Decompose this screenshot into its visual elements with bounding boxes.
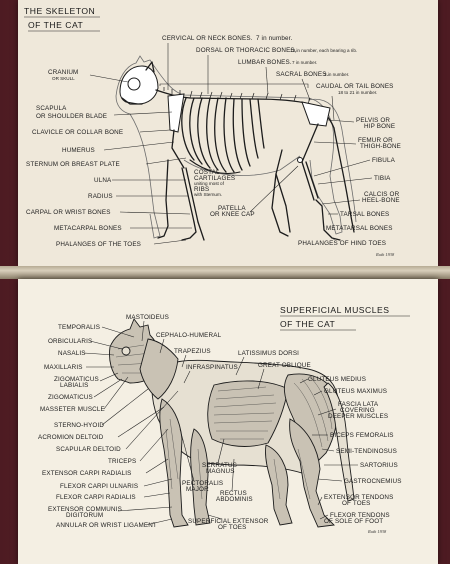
patella1-label: PATELLA: [218, 205, 246, 212]
skeleton-labels: [26, 35, 401, 248]
ulna-label: ULNA: [94, 177, 112, 184]
ext-carpi-label: EXTENSOR CARPI RADIALIS: [42, 470, 132, 477]
tarsal-label: TARSAL BONES: [340, 211, 390, 218]
costal5-label: with Sternum.: [194, 192, 223, 197]
femur2-label: THIGH-BONE: [360, 143, 402, 150]
masseter-label: MASSETER MUSCLE: [40, 406, 105, 413]
sup-ext2-label: OF TOES: [218, 524, 247, 531]
skeleton-figure: [18, 0, 438, 266]
phalanges-hind-label: PHALANGES OF HIND TOES: [298, 240, 387, 247]
sartorius-label: SARTORIUS: [360, 462, 398, 469]
fibula-label: FIBULA: [372, 157, 395, 164]
page-fold: [0, 266, 450, 279]
muscles-title-line1: SUPERFICIAL MUSCLES: [280, 305, 390, 315]
flex-tendons1-label: FLEXOR TENDONS: [330, 512, 390, 519]
flexor-radialis-label: FLEXOR CARPI RADIALIS: [56, 494, 136, 501]
caudal-count-label: 18 to 21 in number.: [338, 90, 378, 95]
triceps-label: TRICEPS: [108, 458, 137, 465]
caudal-label: CAUDAL OR TAIL BONES: [316, 83, 394, 90]
orbicularis-label: ORBICULARIS: [48, 338, 93, 345]
temporalis-label: TEMPORALIS: [58, 324, 101, 331]
lumbar-label: LUMBAR BONES.: [238, 59, 292, 66]
clavicle-label: CLAVICLE OR COLLAR BONE: [32, 129, 124, 136]
zygo-labialis2-label: LABIALIS: [60, 382, 89, 389]
cranium2-label: OR SKULL: [52, 76, 75, 81]
sterno-label: STERNO-HYOID: [54, 422, 105, 429]
annular-label: ANNULAR OR WRIST LIGAMENT: [56, 522, 157, 529]
radius-label: RADIUS: [88, 193, 113, 200]
latissimus-label: LATISSIMUS DORSI: [238, 350, 300, 357]
ext-communis2-label: DIGITORUM: [66, 512, 104, 519]
semitendinosus-label: SEMI-TENDINOSUS: [336, 448, 398, 455]
humerus-label: HUMERUS: [62, 147, 95, 154]
ext-communis1-label: EXTENSOR COMMUNIS: [48, 506, 122, 513]
nasalis-label: NASALIS: [58, 350, 86, 357]
costal3-label: uniting most of: [194, 181, 224, 186]
flex-tendons2-label: OF SOLE OF FOOT: [324, 518, 384, 525]
muscles-title-line2: OF THE CAT: [280, 319, 336, 329]
fascia1-label: FASCIA LATA: [338, 401, 379, 408]
mastoideus-label: MASTOIDEUS: [126, 314, 170, 321]
cervical-label: CERVICAL OR NECK BONES.: [162, 35, 253, 42]
skeleton-signature: Ruth 1938: [376, 252, 395, 257]
pelvis1-label: PELVIS OR: [356, 117, 391, 124]
scapula-label: SCAPULA: [36, 105, 67, 112]
cervical-count-label: 7 in number.: [256, 35, 293, 42]
maxillaris-label: MAXILLARIS: [44, 364, 83, 371]
cranium-label: CRANIUM: [48, 69, 79, 76]
calcis1-label: CALCIS OR: [364, 191, 400, 198]
skeleton-page: [18, 0, 438, 266]
tibia-label: TIBIA: [374, 175, 391, 182]
metacarpal-label: METACARPAL BONES: [54, 225, 122, 232]
pectoralis1-label: PECTORALIS: [182, 480, 224, 487]
ext-tendons1-label: EXTENSOR TENDONS: [324, 494, 394, 501]
costal2-label: CARTILAGES: [194, 175, 236, 182]
serratus2-label: MAGNUS: [206, 468, 235, 475]
sacral-label: SACRAL BONES.: [276, 71, 329, 78]
serratus1-label: SERRATUS: [202, 462, 238, 469]
lumbar-count-label: 7 in number.: [292, 60, 318, 65]
skull: [120, 62, 158, 104]
pectoralis2-label: MAJOR: [186, 486, 209, 493]
zygomaticus-label: ZIGOMATICUS: [48, 394, 93, 401]
calcis2-label: HEEL-BONE: [362, 197, 400, 204]
fascia2-label: COVERING: [340, 407, 375, 414]
rectus1-label: RECTUS: [220, 490, 247, 497]
acromion-label: ACROMION DELTOID: [38, 434, 104, 441]
muscles-page: [18, 279, 438, 564]
metatarsal-label: METATARSAL BONES: [326, 225, 393, 232]
sacral-count-label: 3 in number.: [324, 72, 350, 77]
skeleton-title-line1: THE SKELETON: [24, 6, 96, 16]
cephalo-label: CEPHALO-HUMERAL: [156, 332, 222, 339]
hind-leg-bones: [272, 102, 340, 240]
rib-cage: [182, 98, 264, 174]
gastrocnemius-label: GASTROCNEMIUS: [344, 478, 402, 485]
patella2-label: OR KNEE CAP: [210, 211, 255, 218]
scapula2-label: OR SHOULDER BLADE: [36, 113, 108, 120]
biceps-label: BICEPS FEMORALIS: [330, 432, 394, 439]
femur1-label: FEMUR OR: [358, 137, 393, 144]
costal1-label: COSTAL: [194, 169, 220, 176]
pelvis2-label: HIP BONE: [364, 123, 396, 130]
trapezius-label: TRAPEZIUS: [174, 348, 211, 355]
ext-tendons2-label: OF TOES: [342, 500, 371, 507]
costal4-label: RIBS: [194, 186, 210, 193]
gluteus-medius-label: GLUTEUS MEDIUS: [308, 376, 367, 383]
gluteus-maximus-label: GLUTEUS MAXIMUS: [324, 388, 388, 395]
flexor-ulnaris-label: FLEXOR CARPI ULNARIS: [60, 483, 139, 490]
phalanges-toes-label: PHALANGES OF THE TOES: [56, 241, 142, 248]
dorsal-label: DORSAL OR THORACIC BONES,: [196, 47, 297, 54]
zygo-labialis1-label: ZIGOMATICUS: [54, 376, 99, 383]
scapular-label: SCAPULAR DELTOID: [56, 446, 121, 453]
carpal-label: CARPAL OR WRIST BONES: [26, 209, 111, 216]
skeleton-title-line2: OF THE CAT: [28, 20, 84, 30]
dorsal-note-label: 13 in number, each bearing a rib.: [290, 48, 358, 53]
infraspinatus-label: INFRASPINATUS: [186, 364, 238, 371]
rectus2-label: ABDOMINIS: [216, 496, 253, 503]
fascia3-label: DEEPER MUSCLES: [328, 413, 389, 420]
sup-ext1-label: SUPERFICIAL EXTENSOR: [188, 518, 269, 525]
muscle-figure: [18, 279, 438, 564]
great-oblique-label: GREAT OBLIQUE: [258, 362, 311, 369]
muscles-signature: Ruth 1938: [368, 529, 387, 534]
sternum-label: STERNUM OR BREAST PLATE: [26, 161, 120, 168]
